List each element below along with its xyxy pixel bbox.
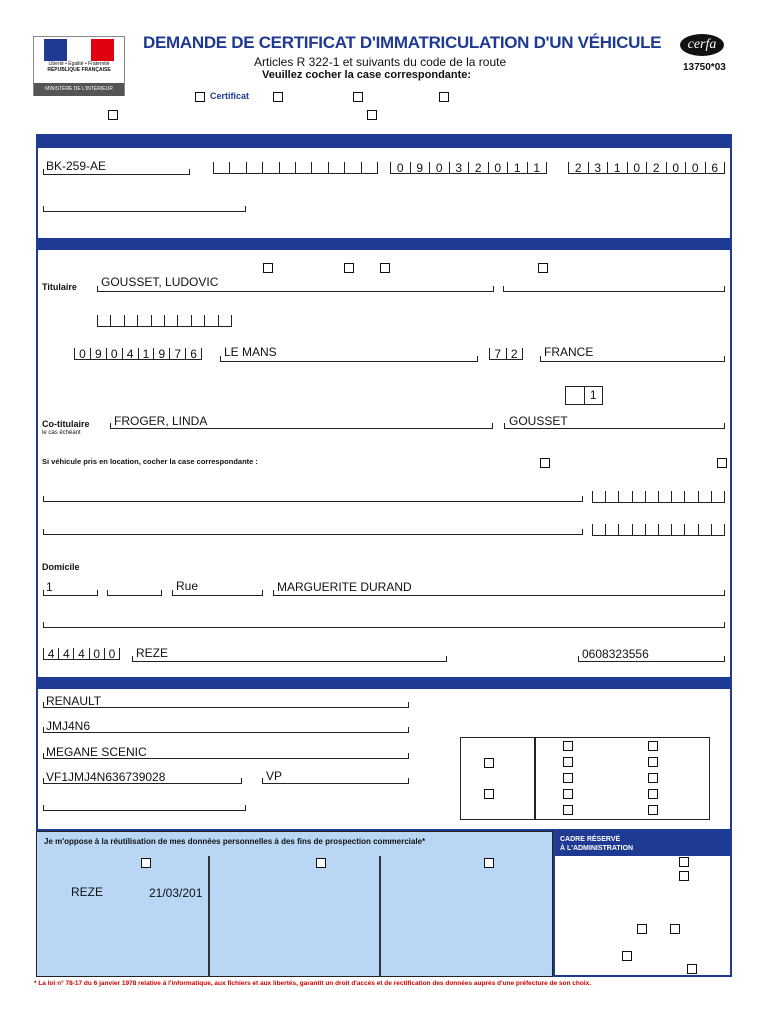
plate-boxes[interactable] xyxy=(213,162,378,174)
request-type-checkbox-4[interactable] xyxy=(439,92,449,102)
formula-number-field[interactable] xyxy=(43,196,246,212)
form-title: DEMANDE DE CERTIFICAT D'IMMATRICULATION D'UN VÉHICULE xyxy=(143,33,662,52)
birth-dept[interactable]: 7 2 xyxy=(489,348,523,360)
option-checkbox-c3[interactable] xyxy=(648,773,658,783)
titulaire-checkbox-4[interactable] xyxy=(538,263,548,273)
option-checkbox-a1[interactable] xyxy=(484,758,494,768)
first-registration-date[interactable]: 0 9 0 3 2 0 1 1 xyxy=(390,162,547,174)
logo-motto: Liberté • Égalité • Fraternité xyxy=(48,61,110,67)
option-checkbox-b3[interactable] xyxy=(563,773,573,783)
signature-section xyxy=(36,831,553,977)
option-checkbox-b5[interactable] xyxy=(563,805,573,815)
option-checkbox-b4[interactable] xyxy=(563,789,573,799)
opposition-checkbox-3[interactable] xyxy=(484,858,494,868)
option-checkbox-b2[interactable] xyxy=(563,757,573,767)
street-name-value: MARGUERITE DURAND xyxy=(277,580,412,594)
option-checkbox-a2[interactable] xyxy=(484,789,494,799)
signature-divider-1 xyxy=(208,856,210,977)
street-extension-field[interactable] xyxy=(107,580,162,596)
cerfa-number: 13750*03 xyxy=(683,62,726,73)
cerfa-logo: cerfa xyxy=(680,34,724,56)
birth-city-value: LE MANS xyxy=(224,345,277,359)
type-field[interactable] xyxy=(43,719,409,733)
city-value: REZE xyxy=(136,646,169,660)
signature-divider-2 xyxy=(379,856,381,977)
vin-value: VF1JMJ4N636739028 xyxy=(46,770,166,784)
opposition-checkbox-titulaire[interactable] xyxy=(141,858,151,868)
admin-title-1: CADRE RÉSERVÉ xyxy=(560,836,621,843)
lessor-address-field[interactable] xyxy=(43,523,583,535)
street-number-value: 1 xyxy=(46,580,53,594)
phone-value: 0608323556 xyxy=(582,647,649,661)
admin-checkbox-1[interactable] xyxy=(679,857,689,867)
brand-value: RENAULT xyxy=(46,694,102,708)
genre-value: VP xyxy=(266,769,283,783)
postcode-boxes[interactable]: 4 4 4 0 0 xyxy=(43,648,120,660)
admin-checkbox-4[interactable] xyxy=(670,924,680,934)
certificat-label: Certificat xyxy=(210,91,250,101)
titulaire-checkbox-2[interactable] xyxy=(344,263,354,273)
plate-value: BK-259-AE xyxy=(46,159,107,173)
cotitulaire-label: Co-titulaire xyxy=(42,419,90,429)
section-bar-vehicle-id xyxy=(36,134,732,148)
marianne-flag-icon xyxy=(44,39,114,61)
request-type-checkbox-2[interactable] xyxy=(273,92,283,102)
form-instruction: Veuillez cocher la case correspondante: xyxy=(262,69,472,81)
section-bar-vehicle xyxy=(36,677,732,689)
republic-logo xyxy=(33,36,125,96)
option-checkbox-b1[interactable] xyxy=(563,741,573,751)
option-checkbox-c1[interactable] xyxy=(648,741,658,751)
domicile-label: Domicile xyxy=(42,562,80,572)
opposition-checkbox-cotitulaire[interactable] xyxy=(316,858,326,868)
certificate-date[interactable]: 2 3 1 0 2 0 0 6 xyxy=(568,162,725,174)
option-checkbox-c5[interactable] xyxy=(648,805,658,815)
vehicle-options-box-left xyxy=(460,737,535,820)
titulaire-label: Titulaire xyxy=(42,282,77,292)
titulaire-checkbox-3[interactable] xyxy=(380,263,390,273)
city-field[interactable] xyxy=(132,646,447,662)
address-complement-field[interactable] xyxy=(43,614,725,628)
location-checkbox-2[interactable] xyxy=(717,458,727,468)
logo-republic: RÉPUBLIQUE FRANÇAISE xyxy=(47,67,111,73)
type-value: JMJ4N6 xyxy=(46,719,91,733)
vehicle-extra-field[interactable] xyxy=(43,797,246,811)
cotitulaire-sublabel: le cas échéant xyxy=(42,430,81,436)
signature-date: 21/03/201 xyxy=(149,886,203,900)
lessor-extra-boxes[interactable] xyxy=(592,524,725,536)
admin-checkbox-2[interactable] xyxy=(679,871,689,881)
admin-checkbox-5[interactable] xyxy=(622,951,632,961)
genre-field[interactable] xyxy=(262,770,409,784)
signature-place: REZE xyxy=(71,885,104,899)
lessor-siret-boxes[interactable] xyxy=(592,491,725,503)
lessor-name-field[interactable] xyxy=(43,490,583,502)
opposition-text: Je m'oppose à la réutilisation de mes données personnelles à des fins de prospection commerciale* xyxy=(44,837,426,846)
admin-checkbox-6[interactable] xyxy=(687,964,697,974)
location-checkbox-1[interactable] xyxy=(540,458,550,468)
titulaire-usage-name-field[interactable] xyxy=(503,276,725,292)
cotitulaire-name-value: FROGER, LINDA xyxy=(114,414,208,428)
siret-boxes[interactable] xyxy=(97,315,232,327)
option-checkbox-c2[interactable] xyxy=(648,757,658,767)
model-value: MEGANE SCENIC xyxy=(46,745,147,759)
titulaire-checkbox-1[interactable] xyxy=(263,263,273,273)
location-label: Si véhicule pris en location, cocher la case correspondante : xyxy=(42,457,258,466)
form-subtitle: Articles R 322-1 et suivants du code de la route xyxy=(254,55,507,69)
option-checkbox-c4[interactable] xyxy=(648,789,658,799)
street-type-value: Rue xyxy=(176,579,199,593)
request-type-checkbox-3[interactable] xyxy=(353,92,363,102)
section-bar-titulaire xyxy=(36,238,732,250)
titulaire-name-value: GOUSSET, LUDOVIC xyxy=(101,275,219,289)
cotitulaire-usage-name-value: GOUSSET xyxy=(509,414,568,428)
cotitulaire-count-value: 1 xyxy=(589,388,597,402)
vehicle-options-box-right xyxy=(535,737,710,820)
legal-notice: * La loi n° 78-17 du 6 janvier 1978 relative à l'informatique, aux fichiers et aux libertés, garantit un droit d'accès et de rectification des données auprès d'une préfecture de son choix. xyxy=(34,980,592,987)
request-type-checkbox-5[interactable] xyxy=(108,110,118,120)
certificat-checkbox[interactable] xyxy=(195,92,205,102)
cotitulaire-count-box[interactable] xyxy=(565,386,603,405)
birth-date[interactable]: 0 9 0 4 1 9 7 6 xyxy=(74,348,202,360)
logo-ministry: MINISTÈRE DE L'INTÉRIEUR xyxy=(34,83,124,96)
admin-header xyxy=(553,831,732,856)
admin-title-2: À L'ADMINISTRATION xyxy=(560,845,634,852)
admin-checkbox-3[interactable] xyxy=(637,924,647,934)
request-type-checkbox-6[interactable] xyxy=(367,110,377,120)
birth-country-value: FRANCE xyxy=(544,345,594,359)
